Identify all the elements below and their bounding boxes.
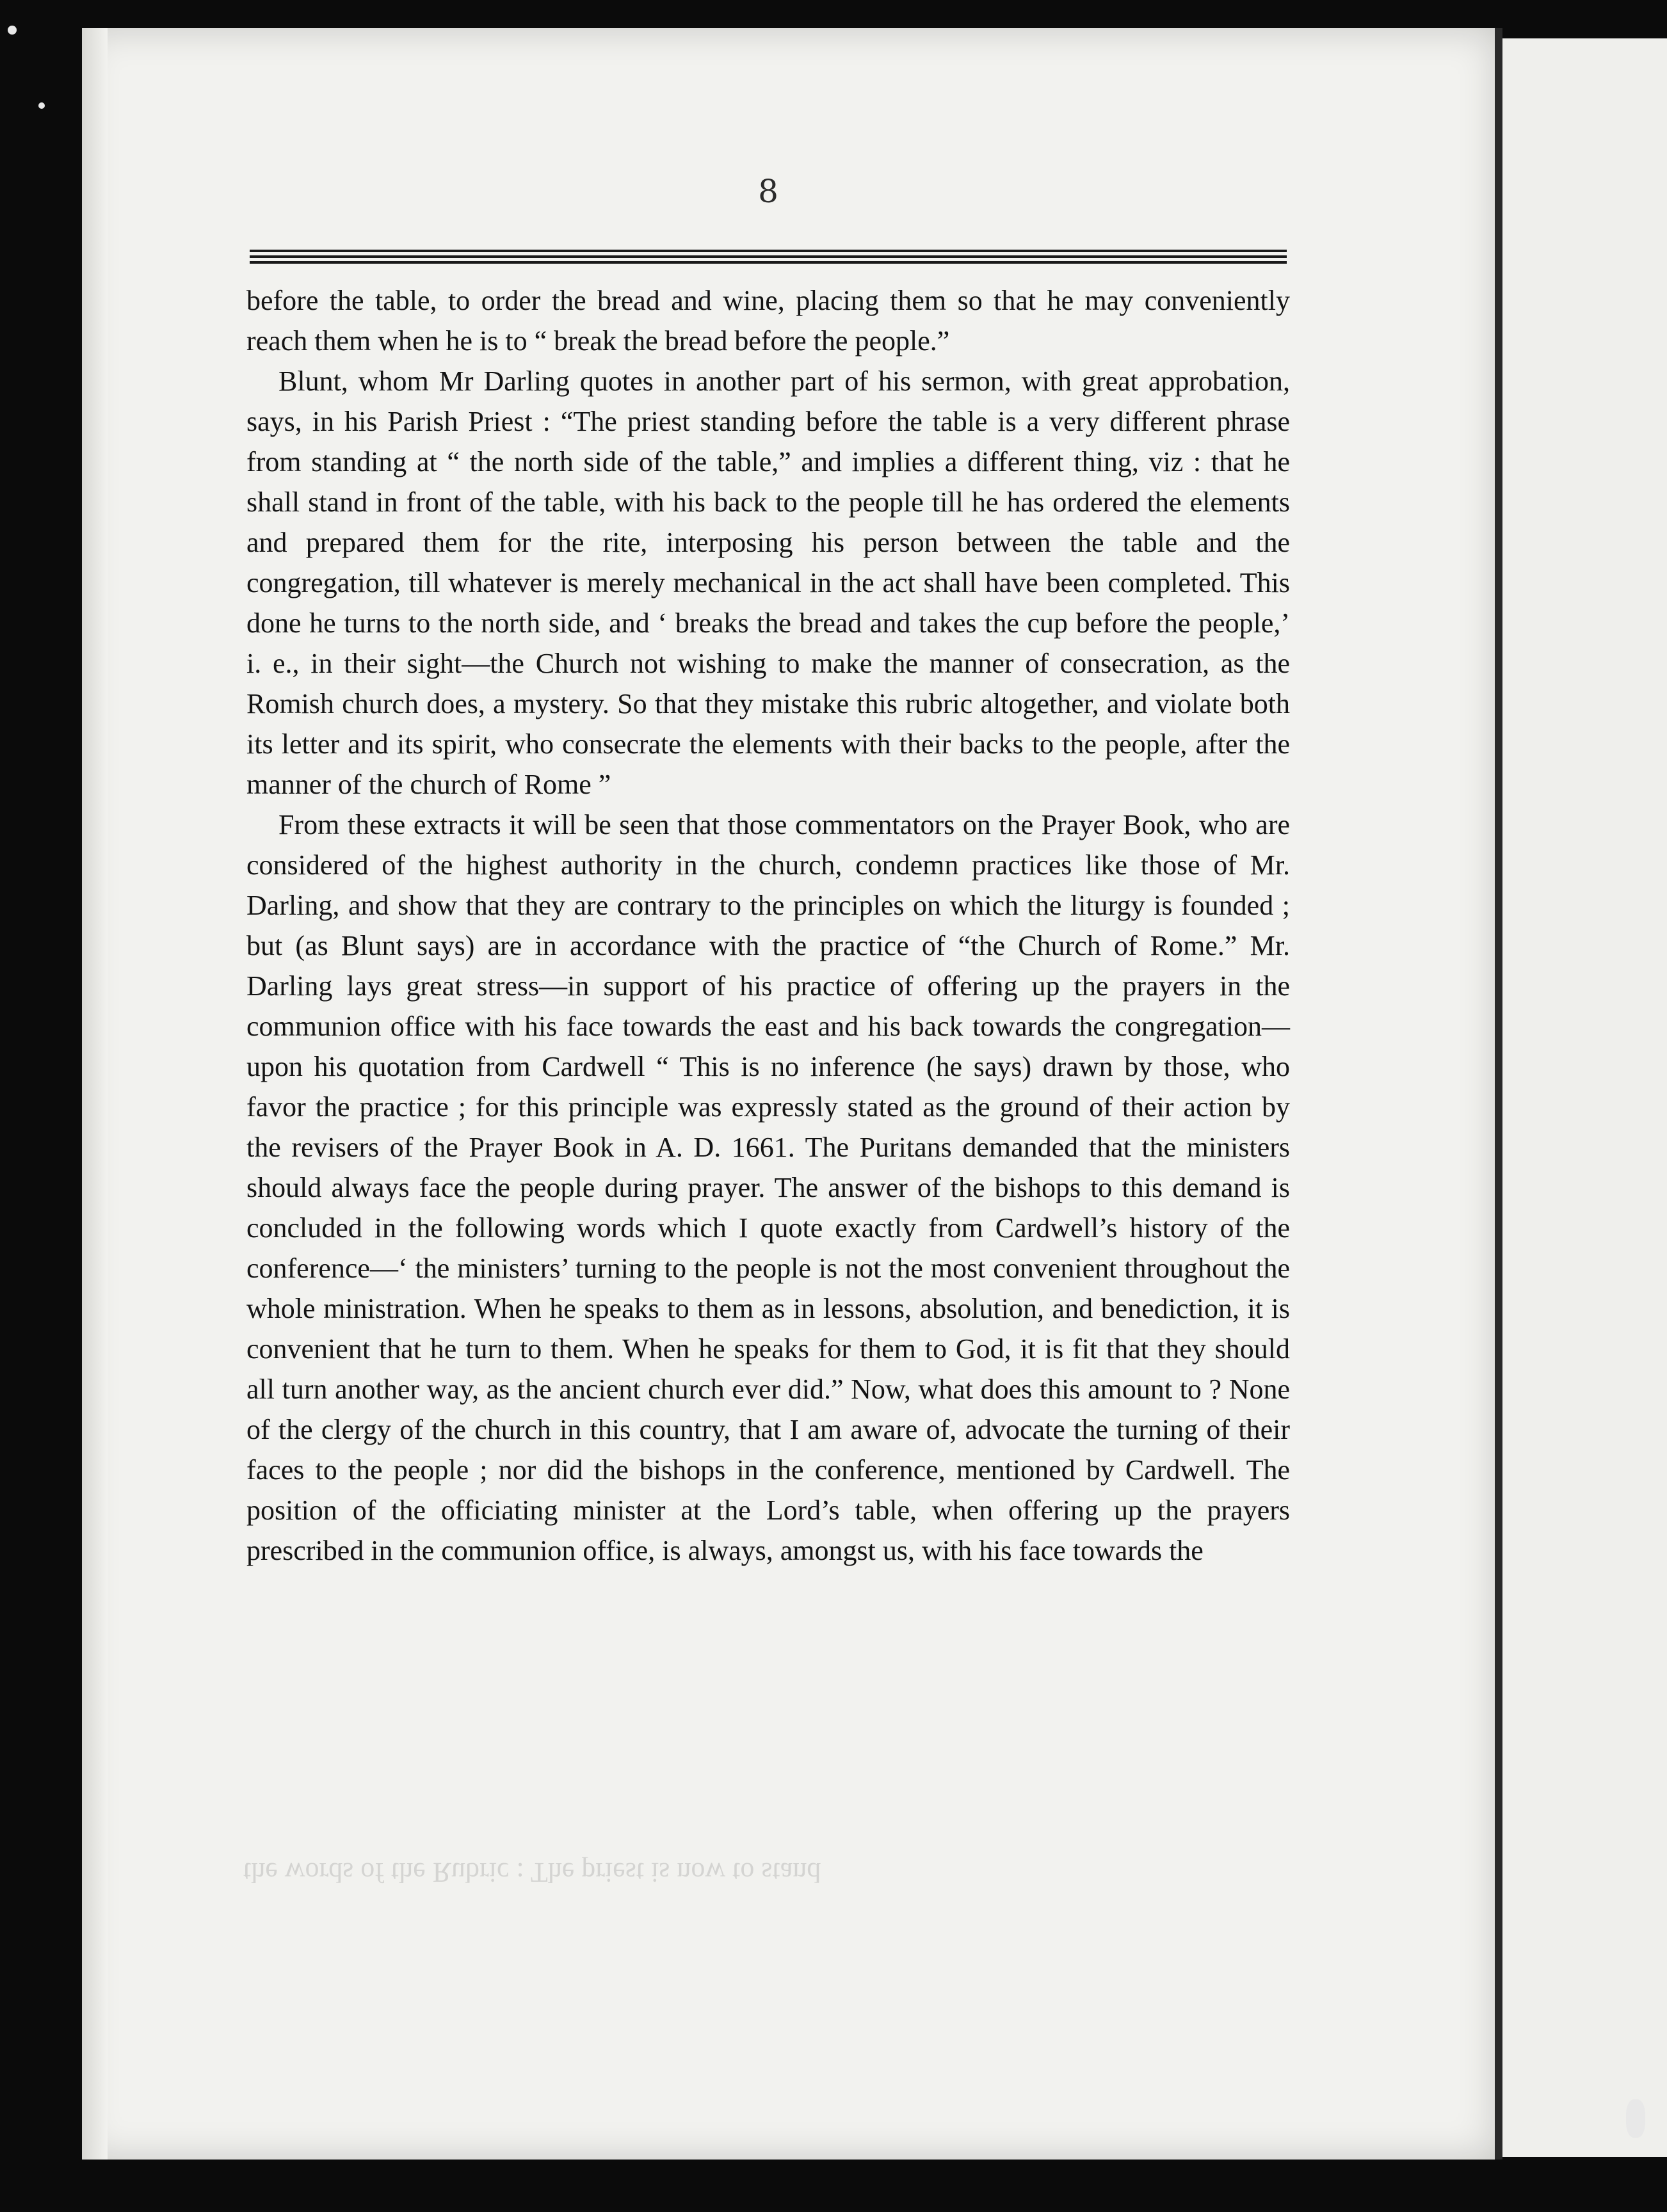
paragraph-1: before the table, to order the bread and wine, placing them so that he may conveniently reach them when he is to “ break the bread before the people.” bbox=[246, 285, 1290, 357]
scan-speck bbox=[8, 26, 17, 35]
scan-speck bbox=[38, 102, 45, 109]
header-double-rule bbox=[250, 250, 1287, 265]
paragraph-2: Blunt, whom Mr Darling quotes in another part of his sermon, with great approbation, says, in his Parish Priest : “The priest standing before the table is a very different phrase from standing at “ the north side of the table,” and implies a different thing, viz : that he shall stand in front of the table, with his back to the people till he has ordered the elements and prepared them for the rite, interposing his person between the table and the congregation, till whatever is merely mechanical in the act shall have been completed. This done he turns to the north side, and ‘ breaks the bread and takes the cup before the people,’ i. e., in their sight—the Church not wishing to make the manner of consecration, as the Romish church does, a mystery. So that they mistake this rubric altogether, and violate both its letter and its spirit, who consecrate the elements with their backs to the people, after the manner of the church of Rome ” bbox=[246, 365, 1290, 800]
rule-line bbox=[250, 255, 1287, 258]
binding-fold-line bbox=[1495, 28, 1502, 2160]
body-text bbox=[246, 280, 1290, 1571]
adjacent-page-edge bbox=[1502, 38, 1667, 2157]
page-shadow-edge bbox=[82, 28, 108, 2160]
paragraph-3: From these extracts it will be seen that those commentators on the Prayer Book, who are considered of the highest authority in the church, condemn practices like those of Mr. Darling, and show that they are contrary to the principles on which the liturgy is founded ; but (as Blunt says) are in accordance with the practice of “the Church of Rome.” Mr. Darling lays great stress—in support of his practice of offering up the prayers in the communion office with his face towards the east and his back towards the congregation—upon his quotation from Cardwell “ This is no inference (he says) drawn by those, who favor the practice ; for this principle was expressly stated as the ground of their action by the revisers of the Prayer Book in A. D. 1661. The Puritans demanded that the ministers should always face the people during prayer. The answer of the bishops to this demand is concluded in the following words which I quote exactly from Cardwell’s history of the conference—‘ the ministers’ turning to the people is not the most convenient throughout the whole ministration. When he speaks to them as in lessons, absolution, and benediction, it is convenient that he turn to them. When he speaks for them to God, it is fit that they should all turn another way, as the ancient church ever did.” Now, what does this amount to ? None of the clergy of the church in this country, that I am aware of, advocate the turning of their faces to the people ; nor did the bishops in the conference, mentioned by Cardwell. The position of the officiating minister at the Lord’s table, when offering up the prayers prescribed in the communion office, is always, amongst us, with his face towards the bbox=[246, 809, 1290, 1566]
bleed-through-text: the words of the Rubric : The priest is now to stand bbox=[243, 1857, 821, 1888]
rule-line bbox=[250, 250, 1287, 252]
scan-speck bbox=[1626, 2099, 1645, 2138]
rule-line bbox=[250, 261, 1287, 264]
page-number: 8 bbox=[758, 173, 778, 210]
